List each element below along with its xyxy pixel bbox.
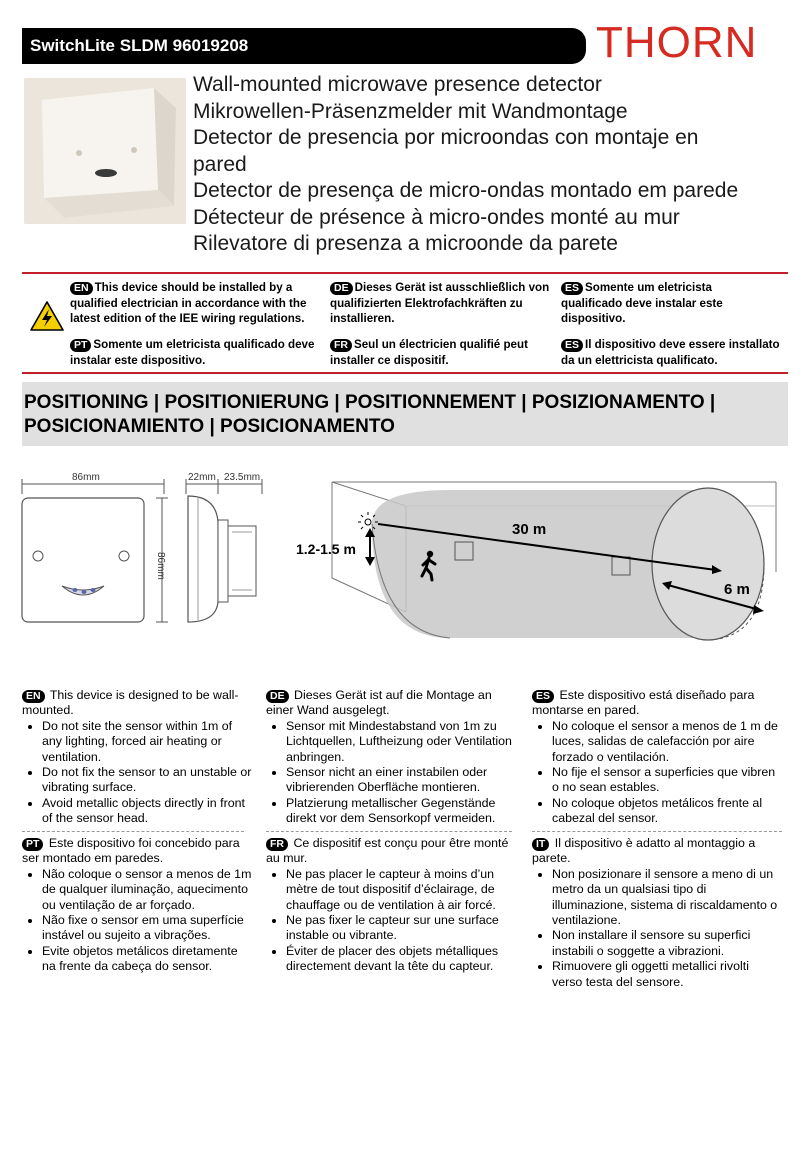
list-item: • Ne pas placer le capteur à moins d’un mètre de tout dispositif d’éclairage, de chauffage ou de ventilation à air forcé. [286,867,512,913]
list-item: • Non installare il sensore su superfici instabili o soggette a vibrazioni. [552,928,782,959]
instructions-pt-list [22,867,254,975]
instructions-it-intro-text: Il dispositivo è adatto al montaggio a parete. [532,836,756,866]
instructions-fr-intro-text: Ce dispositif est conçu pour être monté au mur. [266,836,509,866]
title-es: Detector de presencia por microondas con montaje en [193,126,699,149]
separator-de [266,831,512,832]
instructions-de-intro [266,688,512,719]
warning-fr-text: Seul un électricien qualifié peut installer ce dispositif. [330,338,528,367]
warning-fr [330,337,558,368]
warning-bottom-rule [22,372,788,374]
badge-fr-2: FR [266,838,288,851]
list-item: • Do not fix the sensor to an unstable or vibrating surface. [42,765,254,796]
positioning-heading-line1: POSITIONING | POSITIONIERUNG | POSITIONNEMENT | POSIZIONAMENTO | [24,392,716,413]
list-item: • No fije el sensor a superficies que vibren o no sean estables. [552,765,778,796]
title-pt: Detector de presença de micro-ondas montado em parede [193,179,739,202]
positioning-heading [24,391,784,439]
badge-it: ES [561,339,583,352]
instructions-en [22,688,254,827]
warning-de-text: Dieses Gerät ist ausschließlich von qualifizierten Elektrofachkräften zu installieren. [330,281,550,325]
depth1-label: 22mm [188,472,216,483]
title-en: Wall-mounted microwave presence detector [193,73,602,96]
instructions-fr-list [266,867,512,975]
positioning-diagram [0,462,808,672]
title-es-cont: pared [193,152,247,176]
instructions-pt-intro [22,836,254,867]
badge-de: DE [330,282,353,295]
warning-pt [70,337,322,368]
badge-it-2: IT [532,838,549,851]
instructions-it-list [532,867,782,990]
instructions-de-intro-text: Dieses Gerät ist auf die Montage an einer Wand ausgelegt. [266,688,492,718]
badge-en-2: EN [22,690,45,703]
warning-es-text: Somente um eletricista qualificado deve instalar este dispositivo. [561,281,723,325]
instructions-it [532,836,782,990]
warning-top-rule [22,272,788,274]
badge-de-2: DE [266,690,289,703]
warning-es [561,280,776,327]
height-label: 86mm [155,552,166,580]
list-item: • Rimuovere gli oggetti metallici rivolti verso testa del sensore. [552,959,782,990]
warning-de [330,280,558,327]
header-bar [22,28,586,64]
separator-en [22,831,244,832]
badge-fr: FR [330,339,352,352]
list-item: • Éviter de placer des objets métalliques directement devant la tête du capteur. [286,944,512,975]
list-item: • Non posizionare il sensore a meno di un metro da un qualsiasi tipo di illuminazione, sistema di riscaldamento o ventilazione. [552,867,782,929]
instructions-es-intro [532,688,778,719]
instructions-pt [22,836,254,975]
title-fr: Détecteur de présence à micro-ondes monté au mur [193,205,680,229]
list-item: • Platzierung metallischer Gegenstände direkt vor dem Sensorkopf vermeiden. [286,796,512,827]
badge-es: ES [561,282,583,295]
instructions-es-intro-text: Este dispositivo está diseñado para montarse en pared. [532,688,755,718]
product-photo [24,78,186,224]
warning-it-text: Il dispositivo deve essere installato da un elettricista qualificato. [561,338,780,367]
coverage-diagram [332,482,776,640]
front-view-drawing [22,479,168,622]
mount-height-label: 1.2-1.5 m [296,541,356,557]
list-item: • Avoid metallic objects directly in front of the sensor head. [42,796,254,827]
badge-pt-2: PT [22,838,43,851]
list-item: • No coloque objetos metálicos frente al cabezal del sensor. [552,796,778,827]
product-title: SwitchLite SLDM 96019208 [30,36,249,55]
electrical-hazard-icon [30,300,64,332]
list-item: • Do not site the sensor within 1m of any lighting, forced air heating or ventilation. [42,719,254,765]
badge-es-2: ES [532,690,554,703]
warning-it [561,337,791,368]
instructions-es-list [532,719,778,827]
positioning-heading-band [22,382,788,446]
width-label: 86mm [72,472,100,483]
side-view-drawing [186,479,262,622]
positioning-heading-line2: POSICIONAMIENTO | POSICIONAMENTO [24,416,395,437]
product-titles [193,72,793,258]
instructions-de-list [266,719,512,827]
list-item: • Sensor nicht an einer instabilen oder vibrierenden Oberfläche montieren. [286,765,512,796]
list-item: • Não coloque o sensor a menos de 1m de qualquer iluminação, aquecimento ou ventilação de ar forçado. [42,867,254,913]
instructions-it-intro [532,836,782,867]
range-label: 30 m [512,521,547,538]
list-item: • Ne pas fixer le capteur sur une surface instable ou vibrante. [286,913,512,944]
diameter-label: 6 m [724,581,750,598]
instructions-fr [266,836,512,975]
instructions-pt-intro-text: Este dispositivo foi concebido para ser montado em paredes. [22,836,240,866]
instructions-en-intro-text: This device is designed to be wall-mounted. [22,688,239,718]
instructions-en-list [22,719,254,827]
warning-en [70,280,322,327]
badge-en: EN [70,282,93,295]
title-it: Rilevatore di presenza a microonde da parete [193,232,618,255]
depth2-label: 23.5mm [224,472,261,483]
warning-pt-text: Somente um eletricista qualificado deve instalar este dispositivo. [70,338,315,367]
instructions-de [266,688,512,827]
instructions-fr-intro [266,836,512,867]
instructions-en-intro [22,688,254,719]
brand-logo: THORN [596,18,758,67]
list-item: • Sensor mit Mindestabstand von 1m zu Lichtquellen, Luftheizung oder Ventilation anbringen. [286,719,512,765]
list-item: • Evite objetos metálicos diretamente na frente da cabeça do sensor. [42,944,254,975]
title-de: Mikrowellen-Präsenzmelder mit Wandmontage [193,99,628,123]
instructions-es [532,688,778,827]
warning-en-text: This device should be installed by a qualified electrician in accordance with the latest edition of the IEE wiring regulations. [70,281,307,325]
badge-pt: PT [70,339,91,352]
list-item: • Não fixe o sensor em uma superfície instável ou sujeito a vibrações. [42,913,254,944]
list-item: • No coloque el sensor a menos de 1 m de luces, salidas de calefacción por aire forzado o ventilación. [552,719,778,765]
separator-es [532,831,782,832]
